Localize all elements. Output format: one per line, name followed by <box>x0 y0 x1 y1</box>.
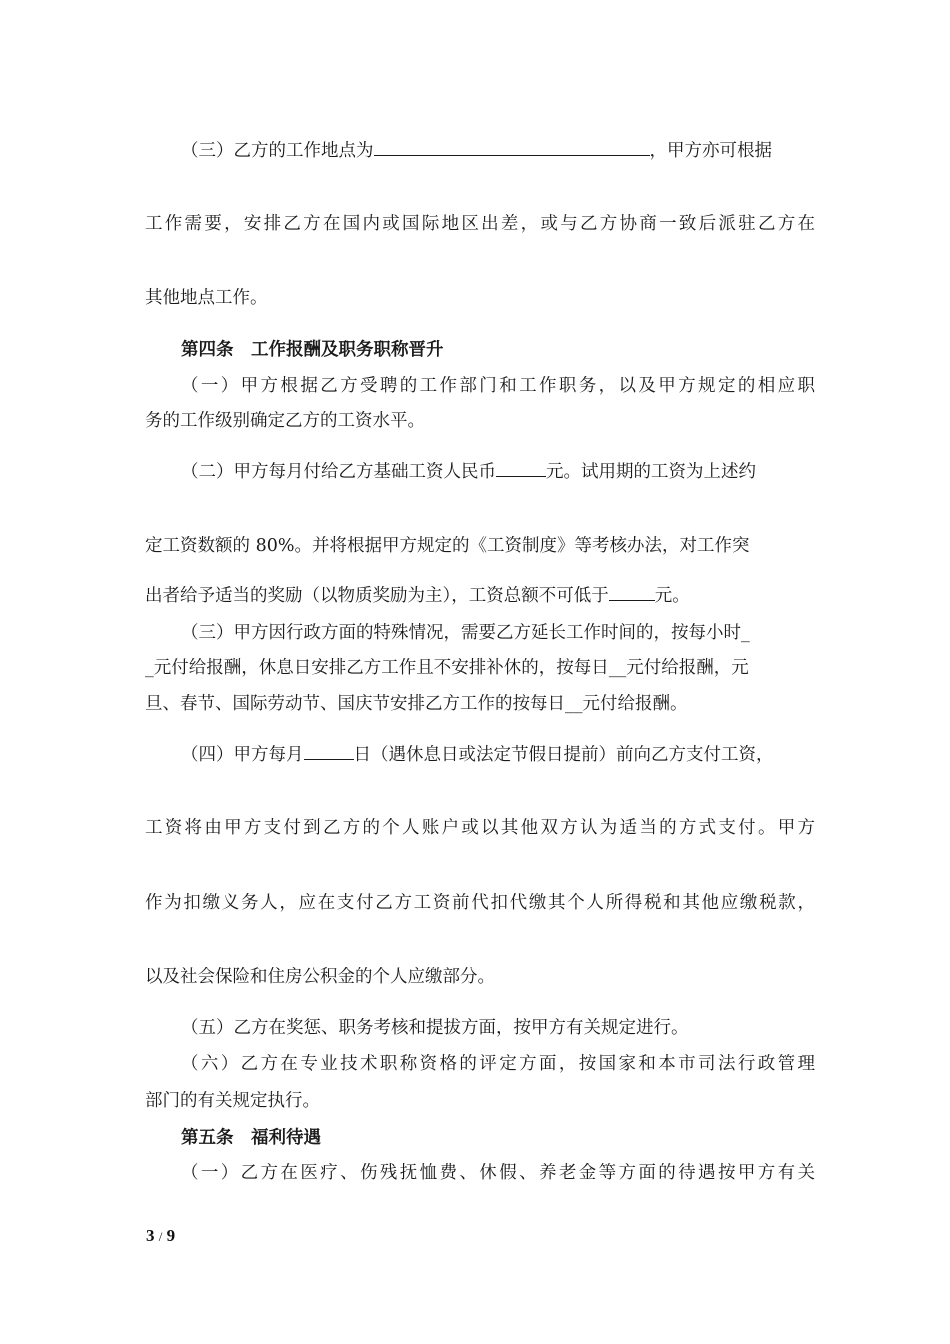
p2-line2-text-a: 定工资数额的 <box>145 536 250 556</box>
page-current: 3 <box>146 1226 155 1245</box>
p2-text-a: （二）甲方每月付给乙方基础工资人民币 <box>181 462 496 482</box>
article4-p4-line3: 作为扣缴义务人，应在支付乙方工资前代扣代缴其个人所得税和其他应缴税款， <box>145 893 815 913</box>
page-number <box>146 1226 175 1246</box>
clause3-text-suffix: ，甲方亦可根据 <box>649 141 772 161</box>
article4-p2-line1 <box>145 457 815 485</box>
base-salary-blank <box>496 457 546 477</box>
article4-p2-line2 <box>145 532 815 559</box>
article4-p1-line1: （一）甲方根据乙方受聘的工作部门和工作职务，以及甲方规定的相应职 <box>181 376 815 396</box>
article4-p6-line1: （六）乙方在专业技术职称资格的评定方面，按国家和本市司法行政管理 <box>181 1054 815 1074</box>
page-total: 9 <box>166 1226 176 1245</box>
article4-p1-line2: 务的工作级别确定乙方的工资水平。 <box>145 411 425 431</box>
p2-line2-text-b: 80%。并将根据甲方规定的《工资制度》等考核办法，对工作突 <box>250 536 750 556</box>
p2-text-b: 元。 <box>546 462 581 482</box>
article4-p4-line2: 工资将由甲方支付到乙方的个人账户或以其他双方认为适当的方式支付。甲方 <box>145 818 815 838</box>
p2-text-c: 试用期的工资为上述约 <box>581 462 756 482</box>
article4-p5: （五）乙方在奖惩、职务考核和提拔方面，按甲方有关规定进行。 <box>181 1018 689 1038</box>
article4-p4-line4: 以及社会保险和住房公积金的个人应缴部分。 <box>145 967 495 987</box>
payday-blank <box>304 740 354 760</box>
article4-p3-line1: （三）甲方因行政方面的特殊情况，需要乙方延长工作时间的，按每小时_ <box>181 623 750 643</box>
article4-heading: 第四条 工作报酬及职务职称晋升 <box>181 340 444 360</box>
p4-text-a: （四）甲方每月 <box>181 745 304 765</box>
article4-p3-line3: 旦、春节、国际劳动节、国庆节安排乙方工作的按每日__元付给报酬。 <box>145 694 688 714</box>
article4-p2-line3 <box>145 581 815 609</box>
workplace-blank <box>374 136 650 156</box>
p2-line3-text-b: 元。 <box>654 586 690 606</box>
p4-text-b: 日（遇休息日或法定节假日提前）前向乙方支付工资， <box>353 745 774 765</box>
article5-p1-line1: （一）乙方在医疗、伤残抚恤费、休假、养老金等方面的待遇按甲方有关 <box>181 1163 815 1183</box>
article4-p3-line2: _元付给报酬，休息日安排乙方工作且不安排补休的，按每日__元付给报酬，元 <box>145 658 749 678</box>
clause3-text-prefix: （三）乙方的工作地点为 <box>181 141 374 161</box>
article4-p4-line1 <box>145 740 815 768</box>
clause3-line3: 其他地点工作。 <box>145 288 268 308</box>
page-separator: / <box>158 1229 163 1244</box>
clause3-line2: 工作需要，安排乙方在国内或国际地区出差，或与乙方协商一致后派驻乙方在 <box>145 214 815 234</box>
clause3-line1 <box>145 136 815 164</box>
article5-heading: 第五条 福利待遇 <box>181 1128 321 1148</box>
min-salary-blank <box>609 581 655 601</box>
article4-p6-line2: 部门的有关规定执行。 <box>145 1091 320 1111</box>
p2-line3-text-a: 出者给予适当的奖励（以物质奖励为主），工资总额不可低于 <box>145 586 609 606</box>
